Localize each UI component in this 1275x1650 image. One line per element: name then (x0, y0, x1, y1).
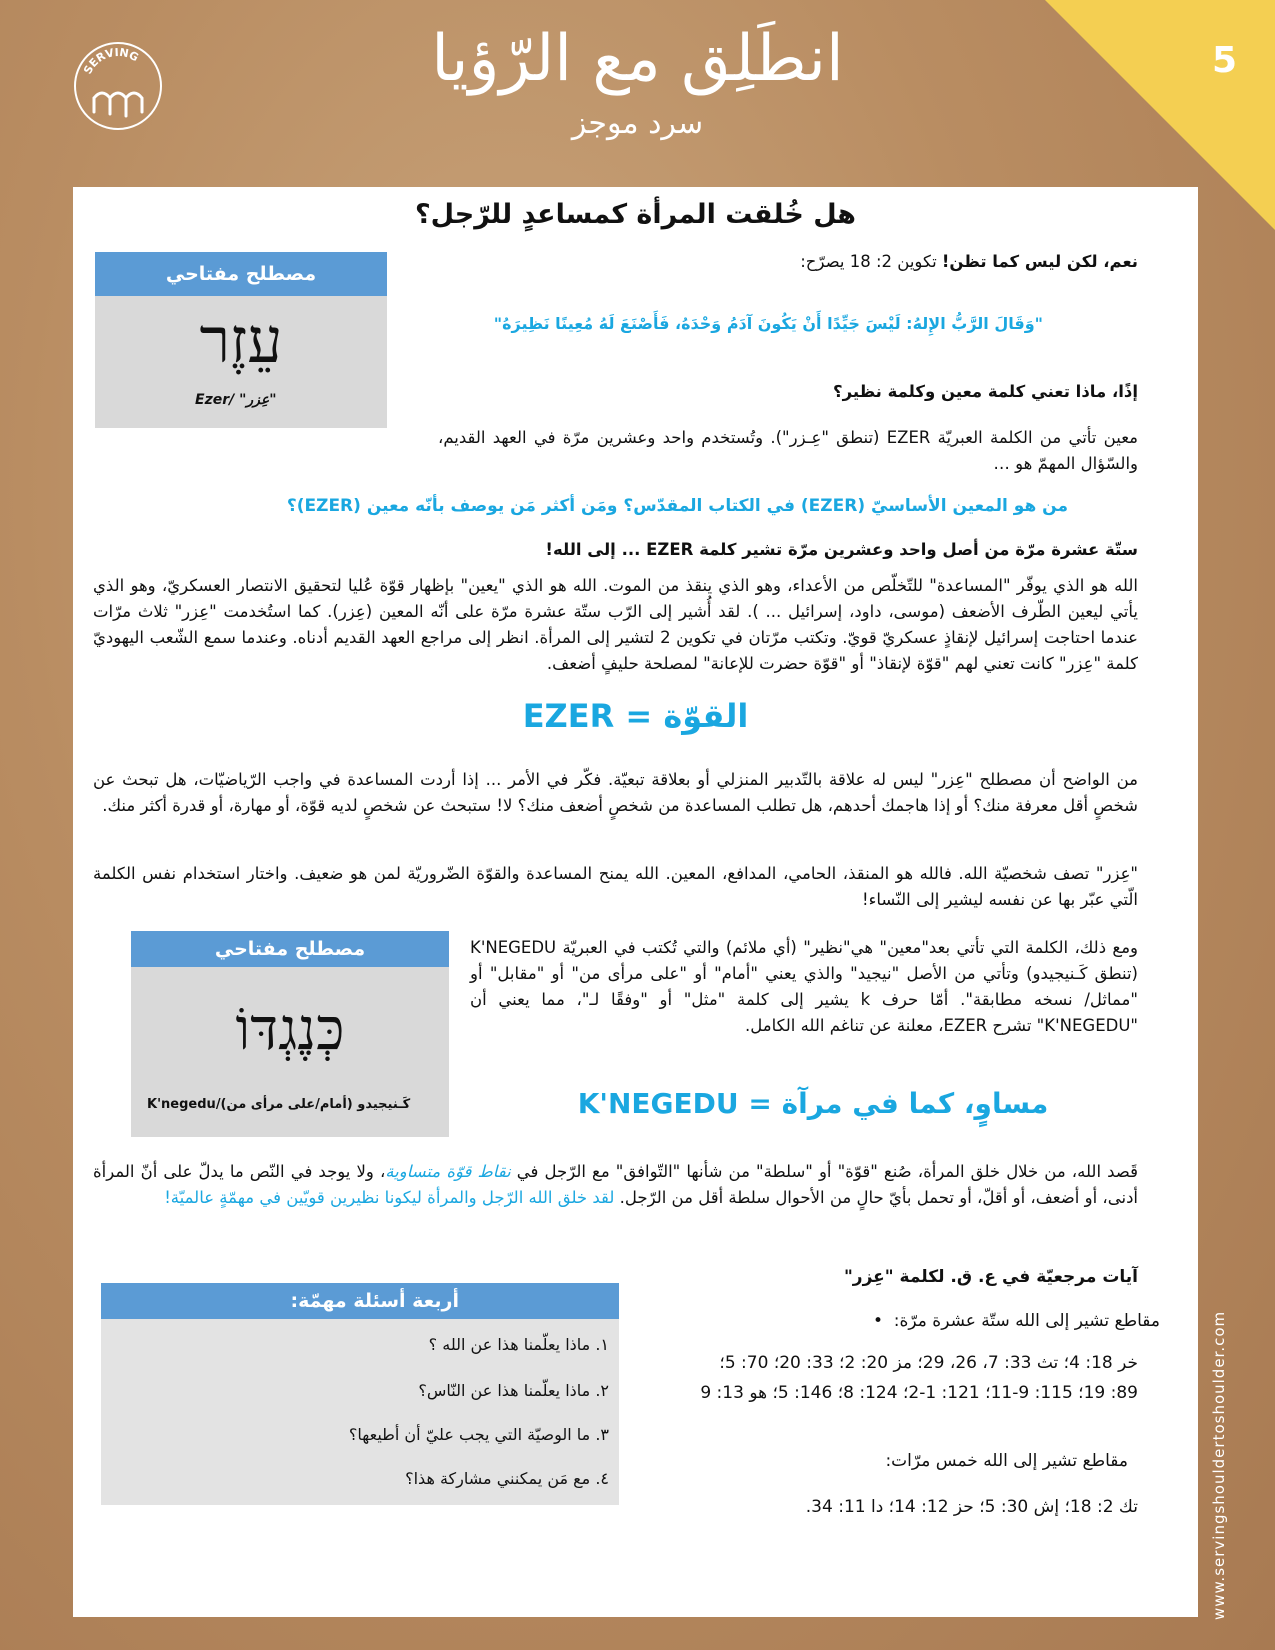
intro-line (438, 249, 1138, 275)
key-term-header: مصطلح مفتاحي (95, 252, 387, 296)
paragraph-gods-character: "عِزر" تصف شخصيّة الله. فالله هو المنقذ، الحامي، المدافع، المعين. الله يمنح المساعدة والقوّة الضّروريّة لمن هو ضعيف. واختار استخدام نفس الكلمة الّتي عبّر بها عن نفسه ليشير إلى النّساء! (93, 864, 1138, 909)
paragraph-knegedu: ومع ذلك، الكلمة التي تأتي بعد"معين" هي"نظير" (أي ملائم) والتي تُكتب في العبريّة K'NEGEDU (تنطق كَـنيجيدو) وتأتي من الأصل "نيجيد" والذي يعني "أمام" أو "على مرأى من" أو "مقابل" أو "مماثل/ نسخه مطابقة". أمّا حرف k يشير إلى كلمة "مثل" أو "وفقًا لـ"، مما يعني أن "K'NEGEDU" تشرح EZER، معلنة عن تناغم الله الكامل. (470, 938, 1138, 1035)
intro-bold: نعم، لكن ليس كما تظن! (941, 252, 1138, 271)
key-term-box-ezer (95, 252, 387, 428)
references-heading: آيات مرجعيّة في ع. ق. لكلمة "عِزر" (843, 1267, 1138, 1287)
equation-ezer: EZER = القوّة (522, 697, 749, 735)
logo-text: SERVING (81, 45, 141, 77)
page-subtitle: سرد موجز (571, 106, 704, 141)
references-line-3: تك 2: 18؛ إش 30: 5؛ حز 12: 14؛ دا 11: 34. (805, 1497, 1138, 1517)
hebrew-knegedu: כְּנֶגְדּוֹ (235, 995, 345, 1063)
knegedu-caption: كَـنيجيدو (أمام/على مرأى من)/K'negedu (147, 1097, 411, 1112)
answer-god: ستّة عشرة مرّة من أصل واحد وعشرين مرّة تشير كلمة EZER ... إلى الله! (545, 540, 1138, 559)
article-heading: هل خُلقت المرأة كمساعدٍ للرّجل؟ (414, 199, 857, 230)
hebrew-ezer: עֵזֶר (199, 304, 283, 377)
references-bullet-5: مقاطع تشير إلى الله خمس مرّات: (885, 1451, 1128, 1471)
page-title: انطَلِق مع الرّؤيا (431, 22, 844, 96)
genesis-quote: "وَقَالَ الرَّبُّ الإِلهُ: لَيْسَ جَيِّدًا أَنْ يَكُونَ آدَمُ وَحْدَهُ، فَأَصْنَعَ لَهُ مُعِينًا نَظِيرَهُ" (493, 314, 1043, 333)
paragraph-ezer-origin: معين تأتي من الكلمة العبريّة EZER (تنطق "عِـزر"). وتُستخدم واحد وعشرين مرّة في العهد القديم، والسّؤال المهمّ هو … (438, 428, 1138, 473)
question-1: ١. ماذا يعلّمنا هذا عن الله ؟ (428, 1335, 609, 1354)
bullet1-text: مقاطع تشير إلى الله ستّة عشرة مرّة: (893, 1311, 1160, 1331)
question-meaning: إذًا، ماذا تعني كلمة معين وكلمة نظير؟ (833, 382, 1138, 401)
references-line-1: خر 18: 4؛ تث 33: 7، 26، 29؛ مز 20: 2؛ 33: 20؛ 70: 5؛ (719, 1353, 1138, 1373)
intro-rest: تكوين 2: 18 يصرّح: (800, 252, 942, 271)
p6-part2: ، ولا يوجد في النّص ما يدلّ على أنّ المرأة أدنى، أو أضعف، أو أقلّ، أو تحمل بأيّ حالٍ من الأحوال سلطة أقل من الرّجل. (93, 1162, 1138, 1207)
equation-knegedu: K'NEGEDU = مساوٍ، كما في مرآة (577, 1087, 1049, 1120)
questions-header: أربعة أسئلة مهمّة: (101, 1283, 619, 1319)
key-term-header: مصطلح مفتاحي (131, 931, 449, 967)
question-3: ٣. ما الوصيّة التي يجب عليّ أن أطيعها؟ (348, 1425, 609, 1444)
p6-equal-strengths: نقاط قوّة متساوية (385, 1162, 511, 1181)
references-line-2: 89: 19؛ 115: 9-11؛ 121: 1-2؛ 124: 8؛ 146: 5؛ هو 13: 9 (700, 1383, 1138, 1403)
content-panel (73, 187, 1198, 1617)
ezer-caption: "عِزر" /Ezer (195, 392, 277, 408)
four-questions-box (101, 1283, 619, 1505)
paragraph-equal-strength (93, 1159, 1138, 1211)
p6-part1: قَصد الله، من خلال خلق المرأة، صُنع "قوّة" أو "سلطة" من شأنها "التّوافق" مع الرّجل في (510, 1162, 1138, 1181)
p6-conclusion: لقد خلق الله الرّجل والمرأة ليكونا نظيرين قويّين في مهمّةٍ عالميّة! (164, 1188, 615, 1207)
question-2: ٢. ماذا يعلّمنا هذا عن النّاس؟ (418, 1381, 609, 1400)
references-bullet-16: مقاطع تشير إلى الله ستّة عشرة مرّة: • (872, 1311, 1160, 1331)
key-term-box-knegedu (131, 931, 449, 1137)
side-url[interactable]: www.servingshouldertoshoulder.com (1210, 1310, 1228, 1620)
blue-question: من هو المعين الأساسيّ (EZER) في الكتاب المقدّس؟ ومَن أكثر مَن يوصف بأنّه معين (EZER)؟ (286, 496, 1068, 516)
paragraph-god-helper: الله هو الذي يوفّر "المساعدة" للتّخلّص من الأعداء، وهو الذي ينقذ من الموت. الله هو الذي "يعين" بإظهار قوّة عُليا لتحقيق الانتصار العسكريّ، وهو الذي يأتي ليعين الطّرف الأضعف (موسى، داود، إسرائيل ... ). لقد أُشير إلى الرّب ستّة عشرة مرّة على أنّه المعين (عِزر). كما استُخدمت "عِزر" ثلاث مرّات عندما احتاجت إسرائيل لإنقاذٍ عسكريّ قويّ. وتكتب مرّتان في تكوين 2 لتشير إلى المرأة. انظر إلى مراجع العهد القديم أدناه. وعندما سمع الشّعب اليهوديّ كلمة "عِزر" كانت تعني لهم "قوّة لإنقاذ" أو "قوّة حضرت للإعانة" لمصلحة حليفٍ أضعف. (93, 576, 1139, 673)
paragraph-not-servant: من الواضح أن مصطلح "عِزر" ليس له علاقة بالتّدبير المنزلي أو بعلاقة تبعيّة. فكّر في الأمر ... إذا أردت المساعدة في واجب الرّياضيّات، هل تبحث عن شخصٍ أقل معرفة منك؟ أو إذا هاجمك أحدهم، هل تطلب المساعدة من شخصٍ أضعف منك؟ لا! ستبحث عن شخصٍ لديه قوّة، أو مهارة، أو قدرة أكثر منك. (93, 770, 1138, 815)
question-4: ٤. مع مَن يمكنني مشاركة هذا؟ (405, 1469, 609, 1488)
page-number: 5 (1211, 40, 1237, 81)
